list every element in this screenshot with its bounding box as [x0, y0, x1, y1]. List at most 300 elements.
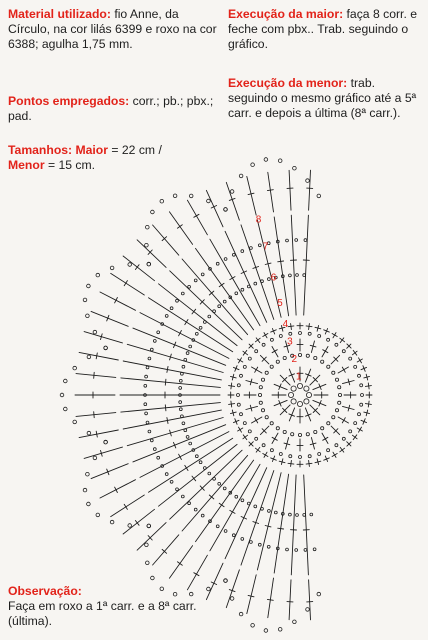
fan-chain	[150, 439, 153, 442]
fan-chain	[194, 508, 197, 511]
round4-chain	[349, 430, 352, 433]
fan-chain	[250, 247, 253, 250]
round-number-6: 6	[270, 272, 277, 284]
round4-chain	[262, 444, 265, 447]
round3-stitch-bar	[272, 437, 277, 440]
scallop-stitch	[91, 464, 128, 479]
scallop-chain	[278, 628, 282, 632]
round4-stitch-bar	[332, 454, 337, 457]
material-text: fio Anne, da Círculo, na cor lilás 6399 e roxo na cor 6388; agulha 1,75 mm.	[8, 7, 217, 51]
center-chain	[288, 392, 293, 397]
round4-chain	[342, 350, 345, 353]
scallop-stitch	[309, 580, 311, 620]
observation-text: Faça em roxo a 1ª carr. e a 8ª carr. (última).	[8, 599, 197, 628]
scallop-stitch	[169, 212, 192, 245]
round3-stitch	[338, 367, 348, 373]
scallop-chain	[87, 355, 91, 359]
fan-chain	[179, 401, 182, 404]
scallop-chain	[64, 379, 68, 383]
round3-stitch-bar	[255, 367, 258, 372]
fan-chain	[170, 480, 173, 483]
round4-stitch-bar	[332, 334, 337, 337]
scallop-chain	[239, 174, 243, 178]
scallop-stitch	[153, 225, 179, 255]
scallop-stitch	[268, 578, 274, 618]
scallop-chain	[87, 431, 91, 435]
fan-chain	[304, 239, 307, 242]
round4-chain	[360, 384, 363, 387]
round3-stitch-bar	[323, 350, 328, 353]
scallop-stitch	[289, 170, 291, 210]
scallop-stitch	[137, 240, 166, 268]
round3-chain	[261, 378, 264, 381]
round4-chain	[342, 437, 345, 440]
fan-chain	[165, 315, 168, 318]
round3-chain	[298, 353, 301, 356]
round3-chain	[321, 427, 324, 430]
fan-chain	[145, 375, 148, 378]
scallop-stitch-bar	[94, 372, 95, 378]
fan-ray-bar	[192, 476, 196, 481]
round3-chain	[332, 416, 335, 419]
small-execution-label: Execução da menor:	[228, 76, 348, 90]
fan-chain	[268, 510, 271, 513]
round4-stitch-bar	[243, 435, 247, 440]
round3-chain	[335, 409, 338, 412]
fan-ray	[123, 361, 221, 380]
round4-stitch-bar	[239, 427, 242, 432]
round4-chain	[354, 365, 357, 368]
fan-chain	[146, 366, 149, 369]
material-label: Material utilizado:	[8, 7, 111, 21]
scallop-chain	[230, 597, 234, 601]
fan-ray	[170, 271, 242, 340]
scallop-chain	[60, 393, 64, 397]
scallop-stitch-bar	[94, 412, 95, 418]
round4-chain	[358, 374, 361, 377]
scallop-stitch-bar	[135, 265, 139, 270]
round3-chain	[265, 416, 268, 419]
round3-stitch	[338, 417, 348, 423]
stitches-label: Pontos empregados:	[8, 94, 130, 108]
round4-chain	[262, 343, 265, 346]
center-chain	[304, 399, 309, 404]
fan-ray	[121, 378, 221, 388]
fan-chain	[223, 487, 226, 490]
scallop-chain	[147, 524, 151, 528]
round4-chain	[240, 374, 243, 377]
scallop-chain	[93, 330, 97, 334]
scallop-chain	[278, 159, 282, 163]
round4-chain	[255, 350, 258, 353]
round-number-4: 4	[282, 319, 289, 331]
fan-chain	[150, 348, 153, 351]
scallop-stitch	[309, 170, 311, 210]
fan-chain	[176, 488, 179, 491]
fan-chain	[313, 548, 316, 551]
round4-stitch-bar	[353, 435, 357, 440]
scallop-chain	[251, 163, 255, 167]
scallop-chain	[207, 199, 211, 203]
scallop-stitch	[84, 332, 122, 343]
round4-chain	[255, 437, 258, 440]
scallop-chain	[104, 440, 108, 444]
round3-stitch-bar	[255, 418, 258, 423]
round4-stitch-bar	[243, 350, 247, 355]
scallop-stitch-bar	[135, 521, 139, 526]
fan-chain	[182, 422, 185, 425]
scallop-chain	[86, 314, 90, 318]
round4-stitch-bar	[231, 383, 232, 389]
round4-stitch-bar	[368, 401, 369, 407]
round3-stitch-bar	[323, 437, 328, 440]
round4-stitch-bar	[255, 338, 260, 342]
round3-stitch	[331, 426, 340, 435]
scallop-chain	[306, 608, 310, 612]
fan-ray-bar	[278, 261, 284, 262]
fan-chain	[216, 262, 219, 265]
fan-ray	[241, 225, 274, 320]
round3-chain	[327, 422, 330, 425]
round2-stitch	[310, 405, 320, 415]
scallop-chain	[224, 208, 228, 212]
fan-ray-bar	[278, 528, 284, 529]
scallop-chain	[160, 199, 164, 203]
round3-chain	[291, 433, 294, 436]
scallop-chain	[146, 225, 150, 229]
scallop-stitch	[111, 273, 145, 295]
scallop-chain	[146, 561, 150, 565]
large-execution-label: Execução da maior:	[228, 7, 344, 21]
round4-chain	[279, 335, 282, 338]
fan-ray-bar	[219, 503, 224, 507]
fan-ray	[182, 259, 248, 335]
round3-stitch	[272, 433, 278, 443]
scallop-chain	[151, 210, 155, 214]
fan-ray-bar	[230, 510, 235, 513]
round4-stitch-bar	[255, 448, 260, 452]
fan-chain	[216, 525, 219, 528]
scallop-stitch	[268, 172, 274, 212]
scallop-chain	[317, 592, 321, 596]
scallop-stitch-bar	[194, 573, 199, 576]
round4-chain	[308, 332, 311, 335]
fan-chain	[144, 403, 147, 406]
fan-chain	[179, 379, 182, 382]
fan-chain	[295, 549, 298, 552]
fan-ray-bar	[165, 405, 166, 411]
fan-ray-bar	[167, 418, 168, 424]
round3-chain	[314, 430, 317, 433]
fan-chain	[218, 305, 221, 308]
fan-chain	[261, 507, 264, 510]
center-chain	[291, 399, 296, 404]
fan-chain	[213, 310, 216, 313]
round3-chain	[338, 401, 341, 404]
small-execution-text: trab. seguindo o mesmo gráfico até a 5ª carr. e depois a última (8ª carr.).	[228, 76, 417, 120]
observation-info	[8, 584, 208, 629]
round3-chain	[270, 422, 273, 425]
scallop-chain	[96, 513, 100, 517]
fan-chain	[203, 321, 206, 324]
fan-chain	[232, 534, 235, 537]
round4-chain	[243, 365, 246, 368]
round-number-8: 8	[255, 214, 262, 226]
round3-chain	[261, 409, 264, 412]
scallop-stitch	[76, 413, 116, 417]
fan-chain	[286, 239, 289, 242]
fan-ray	[159, 284, 238, 346]
fan-ray-bar	[192, 309, 196, 314]
fan-chain	[254, 505, 257, 508]
fan-chain	[232, 253, 235, 256]
fan-chain	[181, 495, 184, 498]
scallop-stitch-bar	[267, 190, 273, 191]
scallop-stitch	[100, 292, 136, 310]
round3-chain	[270, 365, 273, 368]
round4-chain	[237, 384, 240, 387]
fan-ray-bar	[165, 379, 166, 385]
round4-stitch-bar	[263, 454, 268, 457]
fan-chain	[241, 499, 244, 502]
scallop-stitch	[226, 570, 239, 608]
round3-stitch	[252, 417, 262, 423]
scallop-stitch	[226, 182, 239, 220]
scallop-chain	[110, 266, 114, 270]
scallop-stitch	[137, 523, 166, 551]
fan-chain	[199, 326, 202, 329]
center-chain	[297, 383, 302, 388]
fan-chain	[289, 274, 292, 277]
scallop-chain	[64, 407, 68, 411]
fan-chain	[296, 274, 299, 277]
fan-chain	[188, 285, 191, 288]
scallop-chain	[87, 284, 91, 288]
round4-stitch-bar	[239, 358, 242, 363]
center-chain	[304, 386, 309, 391]
scallop-chain	[104, 346, 108, 350]
scallop-chain	[83, 488, 87, 492]
round4-chain	[361, 394, 364, 397]
fan-chain	[195, 332, 198, 335]
scallop-chain	[189, 194, 193, 198]
scallop-chain	[293, 166, 297, 170]
scallop-chain	[224, 579, 228, 583]
fan-chain	[195, 455, 198, 458]
fan-chain	[235, 292, 238, 295]
round4-chain	[299, 332, 302, 335]
scallop-stitch-bar	[177, 562, 182, 566]
scallop-chain	[93, 456, 97, 460]
scallop-chain	[73, 420, 77, 424]
scallop-stitch-bar	[124, 281, 127, 286]
round3-stitch	[252, 367, 262, 373]
fan-chain	[184, 429, 187, 432]
fan-ray	[182, 455, 248, 531]
stitches-text: corr.; pb.; pbx.; pad.	[8, 94, 214, 123]
fan-chain	[153, 448, 156, 451]
fan-chain	[189, 442, 192, 445]
scallop-stitch-bar	[124, 504, 127, 509]
fan-chain	[188, 502, 191, 505]
size-large-label: Maior	[72, 143, 108, 157]
round4-chain	[248, 430, 251, 433]
fan-chain	[184, 358, 187, 361]
fan-chain	[261, 280, 264, 283]
round3-stitch-bar	[272, 350, 277, 353]
scallop-chain	[87, 502, 91, 506]
round3-stitch-bar	[342, 418, 345, 423]
fan-chain	[241, 250, 244, 253]
scallop-chain	[96, 273, 100, 277]
round4-stitch-bar	[340, 448, 345, 452]
fan-ray	[241, 471, 274, 565]
round4-stitch-bar	[359, 427, 362, 432]
scallop-stitch	[289, 580, 291, 620]
fan-chain	[194, 279, 197, 282]
fan-chain	[182, 365, 185, 368]
round-number-3: 3	[287, 336, 293, 348]
round-number-7: 7	[262, 241, 269, 253]
scallop-stitch-bar	[267, 599, 273, 600]
fan-ray-bar	[219, 283, 224, 287]
fan-chain	[146, 421, 149, 424]
fan-chain	[186, 436, 189, 439]
round4-chain	[237, 403, 240, 406]
scallop-stitch	[206, 563, 223, 599]
round4-chain	[270, 449, 273, 452]
round3-stitch	[260, 355, 269, 364]
round4-stitch-bar	[306, 326, 312, 327]
fan-chain	[208, 472, 211, 475]
round3-chain	[335, 378, 338, 381]
round4-chain	[327, 338, 330, 341]
fan-chain	[186, 352, 189, 355]
scallop-stitch	[84, 447, 122, 458]
round3-chain	[332, 371, 335, 374]
scallop-chain	[264, 629, 268, 633]
fan-ray-bar	[185, 465, 188, 470]
fan-chain	[258, 244, 261, 247]
large-execution-text: faça 8 corr. e feche com pbx.. Trab. seguindo o gráfico.	[228, 7, 417, 51]
scallop-chain	[173, 194, 177, 198]
fan-chain	[235, 495, 238, 498]
fan-ray	[121, 403, 221, 413]
scallop-stitch	[100, 480, 136, 498]
round4-chain	[349, 357, 352, 360]
round4-stitch-bar	[340, 338, 345, 342]
round3-chain	[276, 360, 279, 363]
fan-chain	[310, 513, 313, 516]
round4-chain	[308, 455, 311, 458]
fan-ray	[257, 473, 281, 570]
round3-chain	[321, 360, 324, 363]
round3-chain	[338, 386, 341, 389]
round4-chain	[335, 343, 338, 346]
sizes-label: Tamanhos:	[8, 143, 73, 157]
fan-chain	[157, 456, 160, 459]
fan-ray-bar	[230, 277, 235, 280]
scallop-chain	[306, 179, 310, 183]
round4-stitch-bar	[368, 383, 369, 389]
round3-chain	[338, 393, 341, 396]
scallop-chain	[147, 262, 151, 266]
round3-stitch-bar	[342, 367, 345, 372]
round3-chain	[314, 356, 317, 359]
fan-chain	[224, 530, 227, 533]
round-number-2: 2	[291, 354, 298, 366]
round4-stitch-bar	[263, 334, 268, 337]
round3-chain	[298, 433, 301, 436]
round3-chain	[265, 371, 268, 374]
fan-ray	[170, 450, 242, 519]
scallop-stitch	[247, 575, 256, 614]
scallop-stitch	[76, 374, 116, 378]
round4-stitch-bar	[306, 463, 312, 464]
fan-chain	[208, 315, 211, 318]
scallop-chain	[128, 524, 132, 528]
fan-ray	[196, 248, 254, 330]
fan-ray	[159, 444, 238, 506]
round-number-1: 1	[296, 371, 302, 383]
scallop-chain	[145, 543, 149, 547]
scallop-stitch-bar	[96, 353, 97, 359]
fan-chain	[170, 307, 173, 310]
scallop-stitch	[153, 535, 179, 565]
fan-chain	[213, 477, 216, 480]
fan-chain	[176, 299, 179, 302]
round-number-5: 5	[277, 297, 283, 309]
fan-ray	[291, 215, 296, 315]
round4-stitch-bar	[353, 350, 357, 355]
round4-chain	[240, 413, 243, 416]
fan-chain	[179, 387, 182, 390]
round3-chain	[327, 365, 330, 368]
fan-chain	[189, 345, 192, 348]
scallop-stitch	[169, 546, 192, 579]
fan-chain	[157, 331, 160, 334]
scallop-chain	[264, 158, 268, 162]
round3-chain	[306, 354, 309, 357]
round4-chain	[335, 444, 338, 447]
scallop-chain	[293, 620, 297, 624]
round3-chain	[259, 386, 262, 389]
round3-chain	[258, 393, 261, 396]
scallop-chain	[317, 194, 321, 198]
fan-ray	[123, 410, 221, 429]
fan-chain	[144, 384, 147, 387]
fan-ray	[274, 474, 288, 573]
fan-ray	[304, 475, 309, 575]
fan-ray	[291, 475, 296, 575]
scallop-stitch	[247, 176, 256, 215]
round4-chain	[237, 394, 240, 397]
scallop-stitch	[91, 311, 128, 326]
fan-chain	[296, 514, 299, 517]
fan-chain	[181, 292, 184, 295]
fan-chain	[145, 412, 148, 415]
fan-chain	[274, 511, 277, 514]
scallop-stitch	[187, 200, 207, 235]
round4-stitch-bar	[288, 463, 294, 464]
round2-stitch	[280, 405, 290, 415]
round4-chain	[243, 422, 246, 425]
round4-chain	[318, 335, 321, 338]
fan-chain	[247, 285, 250, 288]
center-chain	[297, 401, 302, 406]
scallop-chain	[230, 190, 234, 194]
round4-stitch-bar	[231, 401, 232, 407]
